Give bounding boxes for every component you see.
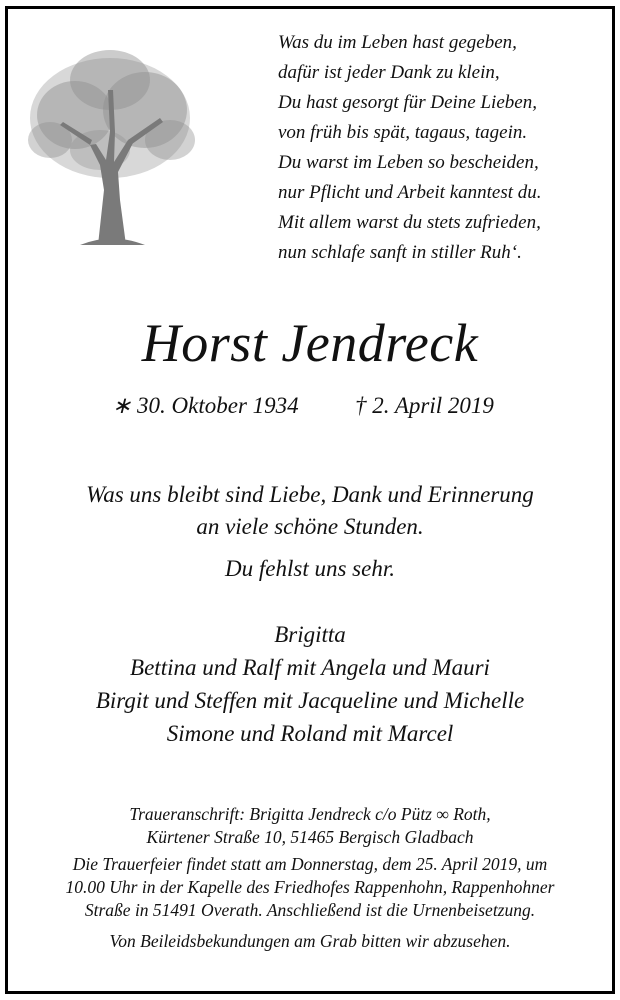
tree-icon	[20, 40, 200, 250]
funeral-info	[0, 803, 620, 953]
poem-line: nun schlafe sanft in stiller Ruh‘.	[278, 242, 522, 263]
poem-line: Was du im Leben hast gegeben,	[278, 32, 517, 53]
poem-line: Du hast gesorgt für Deine Lieben,	[278, 92, 537, 113]
birth-date: ∗ 30. Oktober 1934	[112, 393, 299, 418]
poem-line: von früh bis spät, tagaus, tagein.	[278, 122, 528, 143]
poem-line: Mit allem warst du stets zufrieden,	[278, 212, 541, 233]
address-line: Kürtener Straße 10, 51465 Bergisch Gladbach	[146, 827, 474, 847]
condolence-note: Von Beileidsbekundungen am Grab bitten wir abzusehen.	[109, 931, 511, 951]
quote-line: an viele schöne Stunden.	[196, 514, 424, 539]
memorial-quote	[0, 479, 620, 585]
ceremony-line: Straße in 51491 Overath. Anschließend ist die Urnenbeisetzung.	[84, 900, 536, 920]
mourners-list	[0, 618, 620, 750]
mourner: Bettina und Ralf mit Angela und Mauri	[130, 655, 490, 680]
mourner: Brigitta	[274, 622, 346, 647]
poem	[278, 28, 598, 268]
mourner: Simone und Roland mit Marcel	[166, 721, 454, 746]
mourner: Birgit und Steffen mit Jacqueline und Michelle	[95, 688, 525, 713]
death-date: † 2. April 2019	[355, 393, 494, 418]
poem-line: dafür ist jeder Dank zu klein,	[278, 62, 500, 83]
address-line: Traueranschrift: Brigitta Jendreck c/o Pütz ∞ Roth,	[129, 804, 491, 824]
quote-line: Was uns bleibt sind Liebe, Dank und Erinnerung	[86, 482, 534, 507]
quote-line: Du fehlst uns sehr.	[225, 556, 395, 581]
poem-line: nur Pflicht und Arbeit kanntest du.	[278, 182, 542, 203]
ceremony-line: Die Trauerfeier findet statt am Donnerstag, dem 25. April 2019, um	[72, 854, 548, 874]
deceased-name: Horst Jendreck	[141, 313, 479, 373]
ceremony-line: 10.00 Uhr in der Kapelle des Friedhofes Rappenhohn, Rappenhohner	[65, 877, 555, 897]
poem-line: Du warst im Leben so bescheiden,	[278, 152, 539, 173]
